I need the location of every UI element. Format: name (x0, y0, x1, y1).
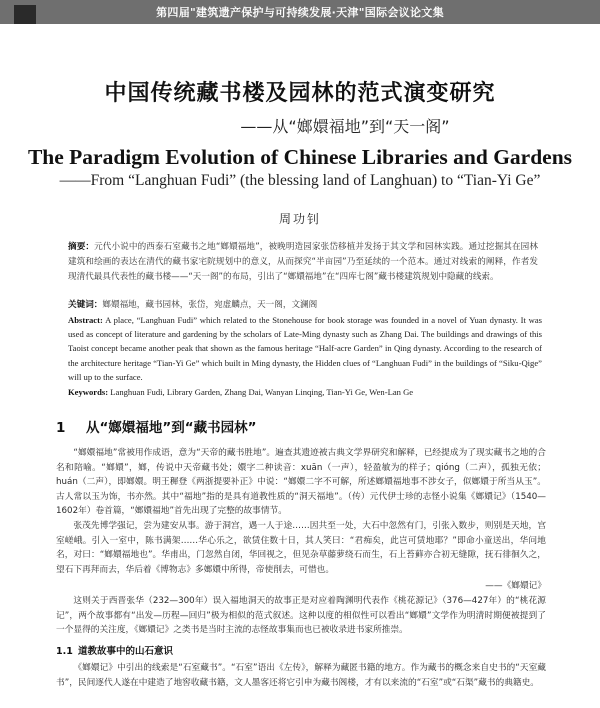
keywords-en-label: Keywords: (68, 387, 109, 397)
paper-title-en: The Paradigm Evolution of Chinese Libraries and Gardens (27, 145, 573, 169)
abstract-zh (68, 240, 538, 285)
keywords-en (68, 385, 542, 399)
body-paragraph-1: “嫏嬛福地”常被用作成语，意为“天帝的藏书胜地”。遍查其遗迹被古典文学界研究和解释，已经提成为了现实藏书之地的合名和陪喻。“嫏嬛”，嫏，传说中天帝藏书处；嬛字二种读音：xuān（一声），轻盈敏为的样子；qióng（二声），孤独无依；huán（二声），即嫏嬛。明王穉登《两浙提要补正》中说：“嫏嬛二字不可解，所述嫏嬛福地事不涉女子，似嫏嬛于所当从玉”。古人常以玉为饰，书亦然。其中“福地”指的是具有道教性质的“洞天福地”。（传）元代伊士珍的志怪小说集《嫏嬛记》（1540—1602年）卷首篇，“嫏嬛福地”首先出现了完整的故事情节。 (56, 448, 546, 517)
abstract-en-text: A place, “Langhuan Fudi” which related to the Stonehouse for book storage was founded in a novel of Yuan dynasty. It was used as concept of literature and gardening by the scholars of Late-Ming dynasty such as Zhang Dai. The buildings and drawings of this Taoist concept became another peak that shown as the famous heritage “Half-acre Garden” in Qing dynasty. According to the research of the architecture heritage “Tian-Yi Ge” which built in Ming dynasty, the Hidden clues of “Langhuan Fudi” in the buildings of “Siku-Qige” will up to the surface. (68, 315, 542, 382)
subsection-title: 道教故事中的山石意识 (78, 646, 174, 657)
abstract-en (68, 313, 542, 384)
keywords-zh-label: 关键词： (68, 300, 103, 310)
abstract-zh-label: 摘要： (68, 242, 95, 252)
body-paragraph-3: 这则关于西晋张华（232—300年）误入福地洞天的故事正是对应着陶渊明代表作《桃花源记》（376—427年）的“桃花源记”，两个故事都有“出发—历程—回归”极为相似的范式叙述。这种以度的相似性可以看出“嫏嬛”文学作为明清时期便被提到了一个显得的关注度，《嫏嬛记》之类书是当时主流的志怪故事集而也已被收录进书家所推崇。 (56, 596, 546, 636)
quote-source: ——《嫏嬛记》 (485, 581, 546, 591)
author-name: 周功钊 (278, 212, 321, 226)
paper-subtitle-en: ——From “Langhuan Fudi” (the blessing land of Langhuan) to “Tian-Yi Ge” (59, 172, 541, 189)
paper-subtitle-zh: ——从“嫏嬛福地”到“天一阁” (240, 117, 450, 136)
keywords-zh-text: 嫏嬛福地，藏书园林，张岱，宛虚麟点，天一阁，文澜阁 (102, 300, 318, 310)
keywords-zh (68, 298, 538, 312)
subsection-heading-1-1 (56, 643, 536, 657)
abstract-en-label: Abstract: (68, 315, 103, 325)
running-header: 第四届"建筑遗产保护与可持续发展·天津"国际会议论文集 (156, 6, 444, 19)
body-paragraph-4: 《嫏嬛记》中引出的线索是“石室藏书”。“石室”语出《左传》，解释为藏匿书籍的地方。作为藏书的概念来自史书的“天室藏书”，民间逐代人遂在中建造了地窖收藏书籍，文人墨客还将它引申为藏书阁楼，才有以来流的“石室”或“石渠”藏书的典籍史。 (56, 663, 546, 688)
abstract-zh-text: 元代小说中的西泰石室藏书之地“嫏嬛福地”，被晚明造园家张岱移植并发扬于其文学和园林实践。通过挖掘其在园林建筑和绘画的表达在清代的藏书家宅院规划中的意义，从而探究“半亩园”乃至延续的一个范本。通过对线索的阐释，作者发现清代最具代表性的藏书楼——“天一阁”的布局，引出了“嫏嬛福地”在“四库七阁”藏书楼建筑规划中隐藏的线索。 (68, 242, 538, 282)
section-number: 1 (56, 420, 66, 436)
subsection-number: 1.1 (56, 646, 73, 657)
keywords-en-text: Langhuan Fudi, Library Garden, Zhang Dai, Wanyan Linqing, Tian-Yi Ge, Wen-Lan Ge (110, 387, 414, 397)
paper-title-zh: 中国传统藏书楼及园林的范式演变研究 (104, 81, 496, 106)
body-paragraph-2-quote: 张茂先博学强记，尝为建安从事。游于洞宫，遇一人于途……因共至一处，大石中忽然有门，引张入数步，则别是天地，宫室嵯峨。引入一室中，陈书满架……华心乐之，欲赁住数十日，其人笑曰：“君痴矣，此岂可赁地耶？”即命小童送出，华问地名，对曰：“嫏嬛福地也”。华甫出，门忽然自闭，华回视之，但见杂草藤萝绕石而生，石上苔藓亦合初无缝隙，抚石徘徊久之，望石下再拜而去，华后着《博物志》多嫏嬛中所得，帝使削去，可惜也。 (56, 521, 546, 575)
section-heading-1 (56, 416, 536, 436)
section-title: 从“嫏嬛福地”到“藏书园林” (86, 420, 257, 436)
